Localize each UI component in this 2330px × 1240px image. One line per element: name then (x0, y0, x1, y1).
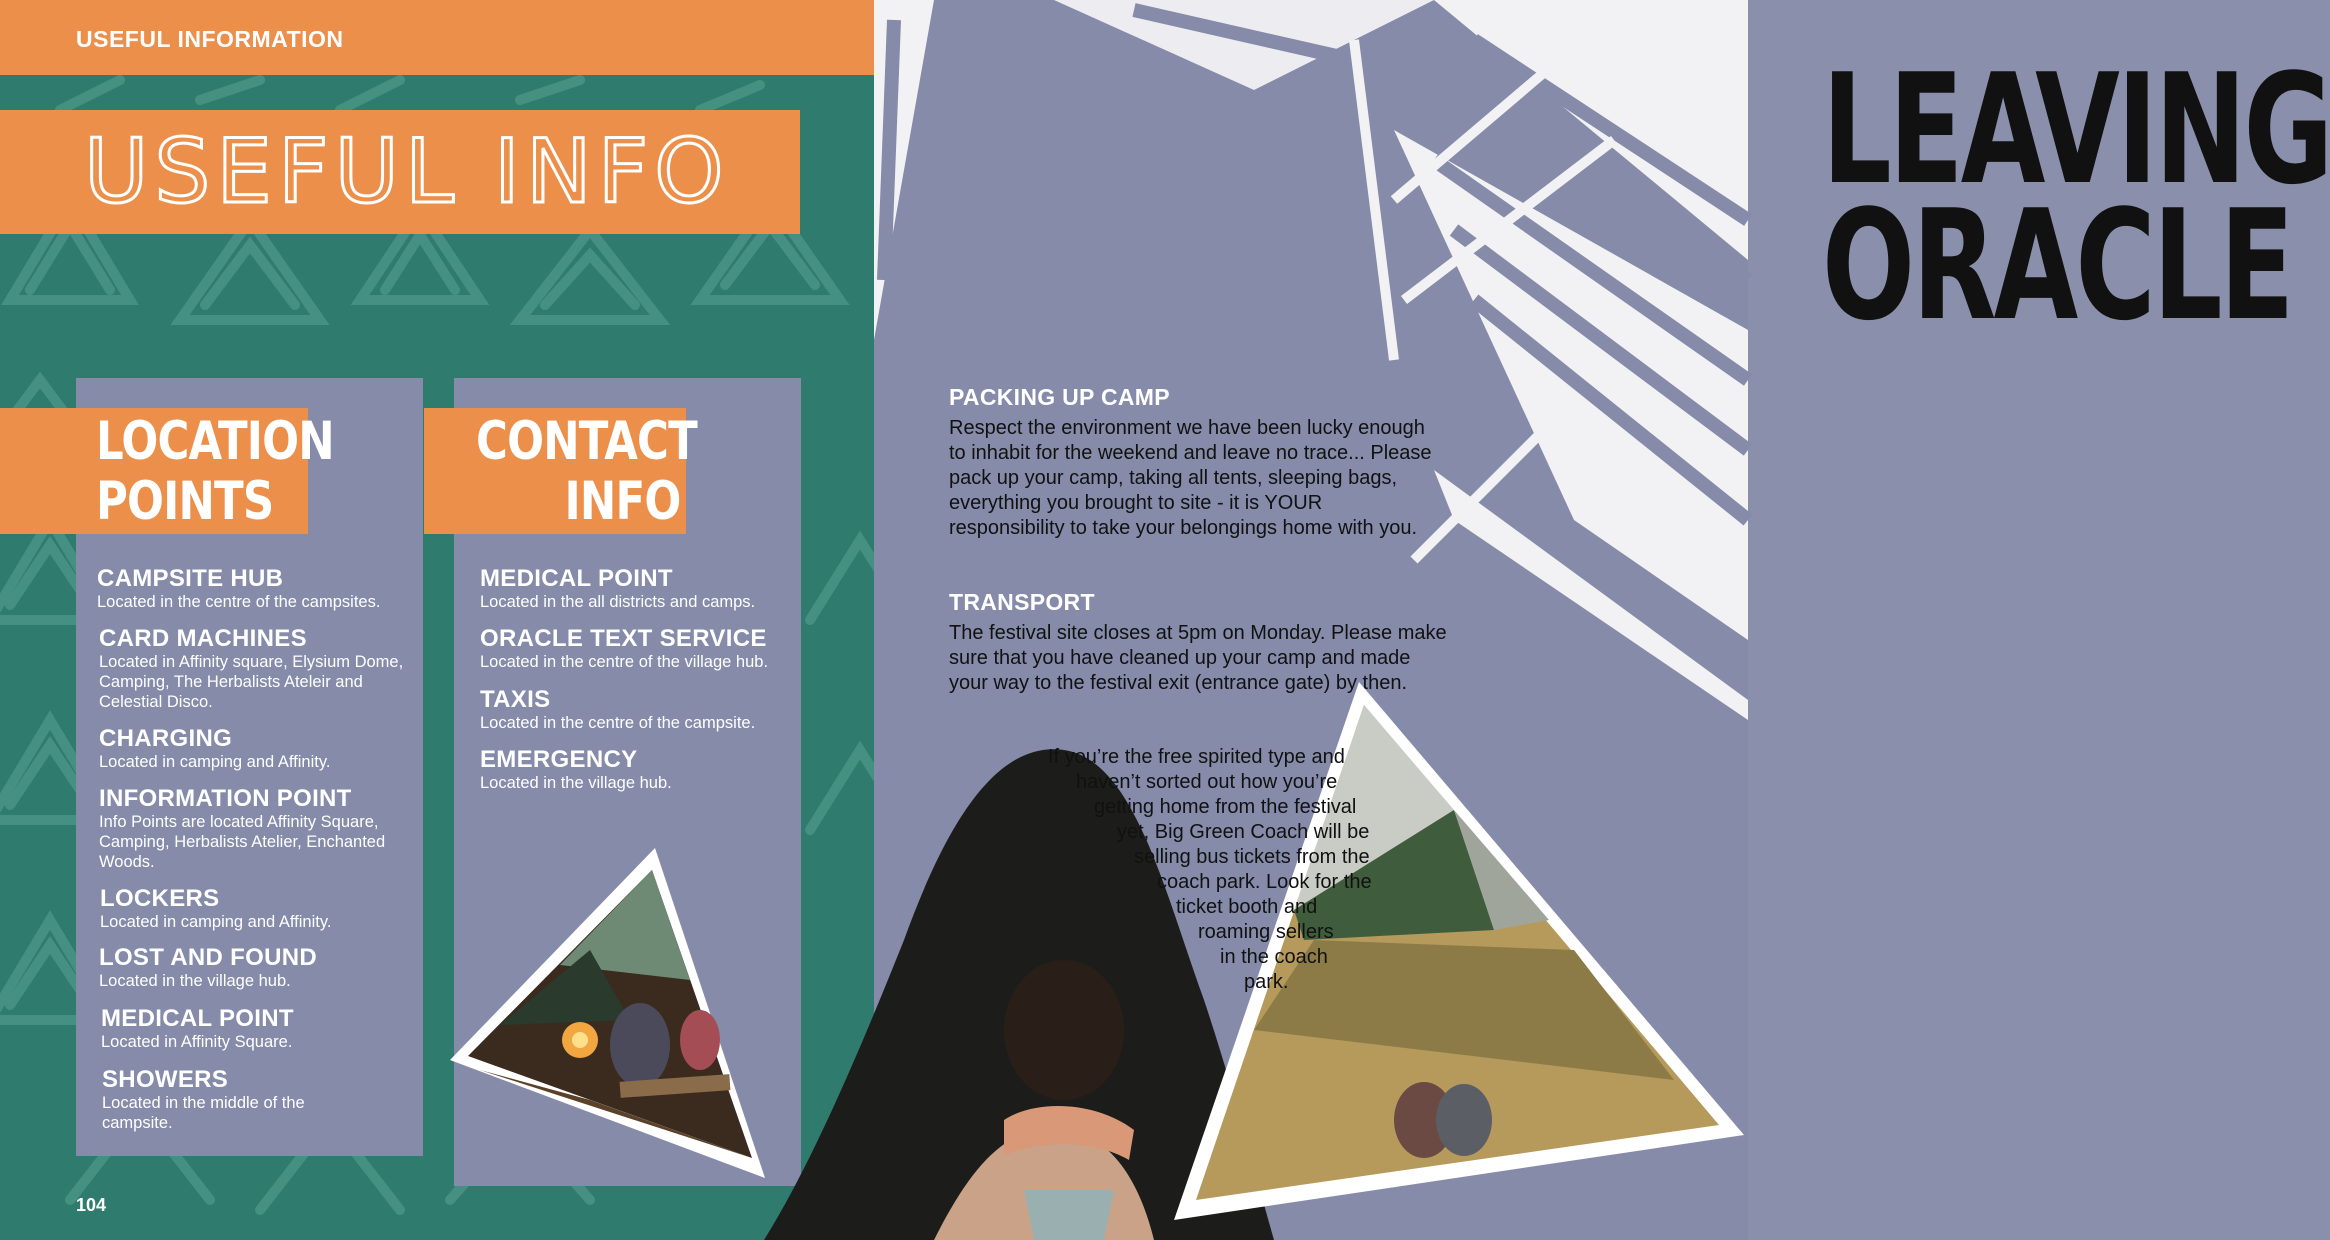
location-points-title-line1: LOCATION (96, 411, 334, 472)
coach-text-line: in the coach (1220, 946, 1328, 968)
coach-text-line: park. (1244, 971, 1289, 993)
right-title-line1: LEAVING (1822, 41, 2330, 218)
coach-text-line: haven’t sorted out how you’re (1076, 771, 1338, 793)
location-item-text: Located in camping and Affinity. (100, 913, 332, 931)
location-item-heading: SHOWERS (102, 1066, 229, 1093)
location-item-text: Located in the middle of the campsite. (102, 1094, 305, 1132)
location-item-text: Located in the village hub. (99, 972, 291, 990)
location-item (100, 885, 418, 932)
contact-item-text: Located in the centre of the campsite. (480, 714, 756, 732)
coach-text-line: If you’re the free spirited type and (1048, 746, 1345, 768)
location-item-text: Located in camping and Affinity. (99, 753, 331, 771)
contact-item-heading: EMERGENCY (480, 746, 638, 773)
contact-item (480, 686, 800, 733)
location-item-text: Located in Affinity square, Elysium Dome, Camping, The Herbalists Ateleir and Celestial Disco. (99, 653, 404, 711)
coach-text-line: getting home from the festival (1094, 796, 1357, 818)
location-item (99, 785, 399, 872)
contact-info-title (476, 411, 697, 532)
right-page (874, 0, 2330, 1240)
page-title: USEFUL INFO (84, 120, 730, 223)
location-item-heading: CAMPSITE HUB (97, 565, 284, 592)
location-item-heading: CARD MACHINES (99, 625, 307, 652)
contact-item (480, 625, 800, 672)
location-item (99, 944, 417, 991)
contact-item-text: Located in the village hub. (480, 774, 672, 792)
location-item-heading: INFORMATION POINT (99, 785, 352, 812)
location-item (97, 565, 417, 612)
section-header: USEFUL INFORMATION (76, 26, 344, 52)
contact-item-text: Located in the centre of the village hub. (480, 653, 769, 671)
location-item (99, 725, 417, 772)
coach-text-line: coach park. Look for the (1157, 871, 1372, 893)
location-points-title (96, 412, 334, 532)
contact-info-title-line1: CONTACT (476, 411, 697, 472)
location-item-heading: CHARGING (99, 725, 233, 752)
contact-item-heading: MEDICAL POINT (480, 565, 673, 592)
location-item (101, 1005, 419, 1052)
coach-text-line: roaming sellers (1198, 921, 1334, 943)
location-item-heading: MEDICAL POINT (101, 1005, 294, 1032)
location-item (99, 625, 417, 712)
location-item (102, 1066, 342, 1133)
location-points-title-line2: POINTS (96, 471, 274, 532)
coach-text-line: ticket booth and (1176, 896, 1318, 918)
location-item-text: Located in the centre of the campsites. (97, 593, 381, 611)
location-item-heading: LOST AND FOUND (99, 944, 317, 971)
contact-info-title-line2: INFO (564, 471, 681, 532)
contact-item-heading: ORACLE TEXT SERVICE (480, 625, 767, 652)
contact-item-text: Located in the all districts and camps. (480, 593, 756, 611)
transport-text: The festival site closes at 5pm on Monday. Please make sure that you have cleaned up your camp and made your way to the festival exit (entrance gate) by then. (949, 622, 1447, 694)
coach-text-line: yet, Big Green Coach will be (1117, 821, 1370, 843)
contact-item-heading: TAXIS (480, 686, 551, 713)
packing-heading: PACKING UP CAMP (949, 384, 1170, 410)
coach-text-line: selling bus tickets from the (1134, 846, 1370, 868)
page-number: 104 (76, 1195, 107, 1215)
right-title-line2: ORACLE (1822, 177, 2292, 354)
location-item-text: Info Points are located Affinity Square, Camping, Herbalists Atelier, Enchanted Woods. (99, 813, 386, 871)
location-item-text: Located in Affinity Square. (101, 1033, 293, 1051)
contact-item (480, 565, 800, 612)
location-item-heading: LOCKERS (100, 885, 220, 912)
packing-text: Respect the environment we have been lucky enough to inhabit for the weekend and leave no trace... Please pack up your camp, taking all tents, sleeping bags, everything you brought to site - it is YOUR responsibility to take your belongings home with you. (949, 417, 1432, 539)
transport-heading: TRANSPORT (949, 589, 1095, 615)
